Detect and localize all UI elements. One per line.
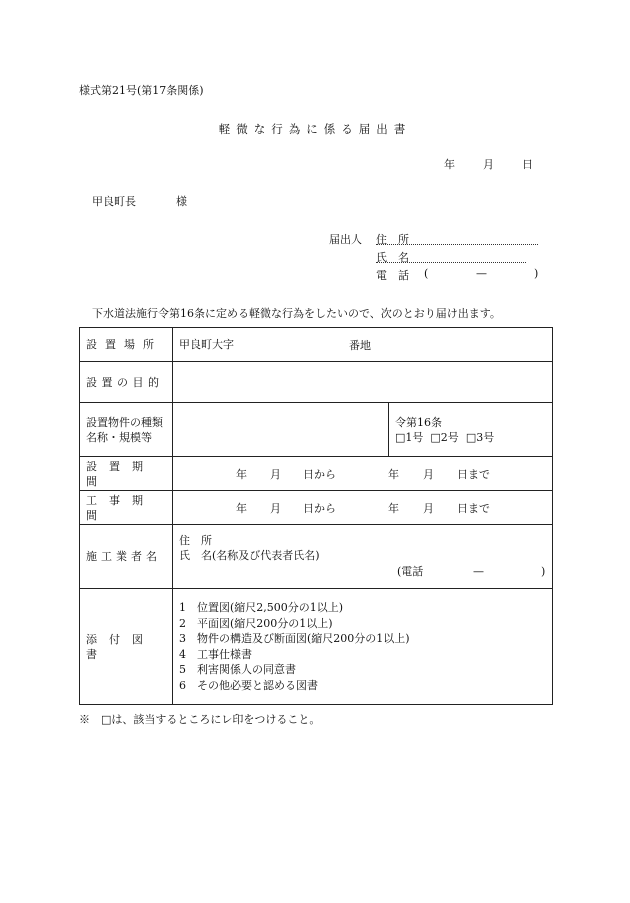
object-label-line1: 設置物件の種類: [86, 415, 163, 429]
attachment-item: 3 物件の構造及び断面図(縮尺200分の1以上): [179, 632, 410, 645]
work-period-label-cell: [80, 491, 173, 525]
work-to-year: 年: [388, 502, 399, 515]
work-to-month: 月: [423, 502, 434, 515]
install-period-label-cell: [80, 457, 173, 491]
honorific: 様: [176, 195, 187, 208]
attachment-item: 2 平面図(縮尺200分の1以上): [179, 616, 333, 630]
install-to-month: 月: [423, 468, 434, 481]
install-period-value-cell[interactable]: [173, 457, 553, 491]
form-number: 様式第21号(第17条関係): [79, 84, 204, 97]
location-label-cell: [80, 328, 173, 362]
location-value-cell[interactable]: [173, 328, 553, 362]
row-contractor: [80, 525, 553, 589]
footnote: ※ □は、該当するところにレ印をつけること。: [79, 713, 321, 726]
work-from-year: 年: [236, 502, 247, 515]
work-from-month: 月: [270, 502, 281, 515]
attachments-list: [179, 600, 552, 693]
location-prefix: 甲良町大字: [179, 338, 234, 351]
contractor-name-label: 氏 名(名称及び代表者氏名): [179, 549, 320, 562]
location-label: 設置場所: [86, 338, 162, 351]
install-from-month: 月: [270, 468, 281, 481]
work-period-value-cell[interactable]: [173, 491, 553, 525]
date-year: 年: [444, 158, 455, 171]
notifier-phone-dash: —: [476, 267, 487, 280]
addressee-name: 甲良町長: [92, 195, 136, 208]
intro-text: 下水道法施行令第16条に定める軽微な行為をしたいので、次のとおり届け出ます。: [92, 307, 501, 320]
contractor-phone-dash: —: [473, 565, 484, 578]
row-work-period: [80, 491, 553, 525]
install-period-label: 設置期間: [86, 459, 155, 488]
install-from-day: 日から: [303, 468, 336, 481]
option-2-checkbox[interactable]: □2号: [430, 430, 459, 444]
contractor-phone-open: (電話: [397, 565, 424, 578]
notifier-phone-close: ): [534, 267, 539, 280]
attachment-item: 4 工事仕様書: [179, 647, 252, 661]
attachments-label-cell: [80, 589, 173, 705]
notifier-name-label: 氏 名: [376, 251, 409, 264]
date-month: 月: [483, 158, 494, 171]
contractor-label-cell: [80, 525, 173, 589]
attachment-item: 6 その他必要と認める図書: [179, 678, 318, 692]
attachments-value-cell: [173, 589, 553, 705]
object-value-cell[interactable]: [173, 403, 389, 457]
clause-title: 令第16条: [395, 415, 442, 429]
attachment-item: 1 位置図(縮尺2,500分の1以上): [179, 601, 344, 614]
notifier-name-field[interactable]: [376, 261, 526, 263]
attachment-item: 5 利害関係人の同意書: [179, 663, 296, 676]
object-label-cell: [80, 403, 173, 457]
work-to-day: 日まで: [457, 502, 490, 515]
notifier-phone-row: [376, 267, 539, 283]
row-object: [80, 403, 553, 457]
install-to-day: 日まで: [457, 468, 490, 481]
form-title: 軽微な行為に係る届出書: [218, 122, 412, 136]
location-suffix: 番地: [349, 339, 371, 352]
notifier-phone-open: (: [424, 267, 429, 280]
purpose-value-cell[interactable]: [173, 362, 553, 403]
option-3-checkbox[interactable]: □3号: [465, 430, 495, 444]
addressee: [92, 193, 187, 209]
notifier-label: 届出人: [329, 233, 362, 246]
row-purpose: [80, 362, 553, 403]
notifier-address-field[interactable]: [376, 243, 538, 245]
option-1-checkbox[interactable]: □1号: [395, 430, 424, 444]
contractor-phone-close: ): [541, 565, 546, 578]
contractor-address-label: 住 所: [179, 534, 212, 547]
clause-options: [395, 430, 552, 445]
work-period-label: 工事期間: [86, 493, 155, 522]
date-day: 日: [522, 158, 533, 171]
notification-table: [79, 327, 553, 705]
object-clause-cell: [389, 403, 553, 457]
notifier-phone-label: 電 話: [376, 269, 409, 282]
row-attachments: [80, 589, 553, 705]
purpose-label-cell: [80, 362, 173, 403]
row-install-period: [80, 457, 553, 491]
row-location: [80, 328, 553, 362]
notifier-address-label: 住 所: [376, 233, 409, 246]
contractor-label: 施工業者名: [86, 550, 161, 563]
attachments-label: 添付図書: [86, 632, 155, 661]
contractor-value-cell[interactable]: [173, 525, 553, 589]
install-to-year: 年: [388, 468, 399, 481]
object-label-line2: 名称・規模等: [86, 430, 152, 444]
submission-date: [444, 156, 533, 172]
purpose-label: 設置の目的: [86, 375, 164, 389]
work-from-day: 日から: [303, 502, 336, 515]
install-from-year: 年: [236, 468, 247, 481]
